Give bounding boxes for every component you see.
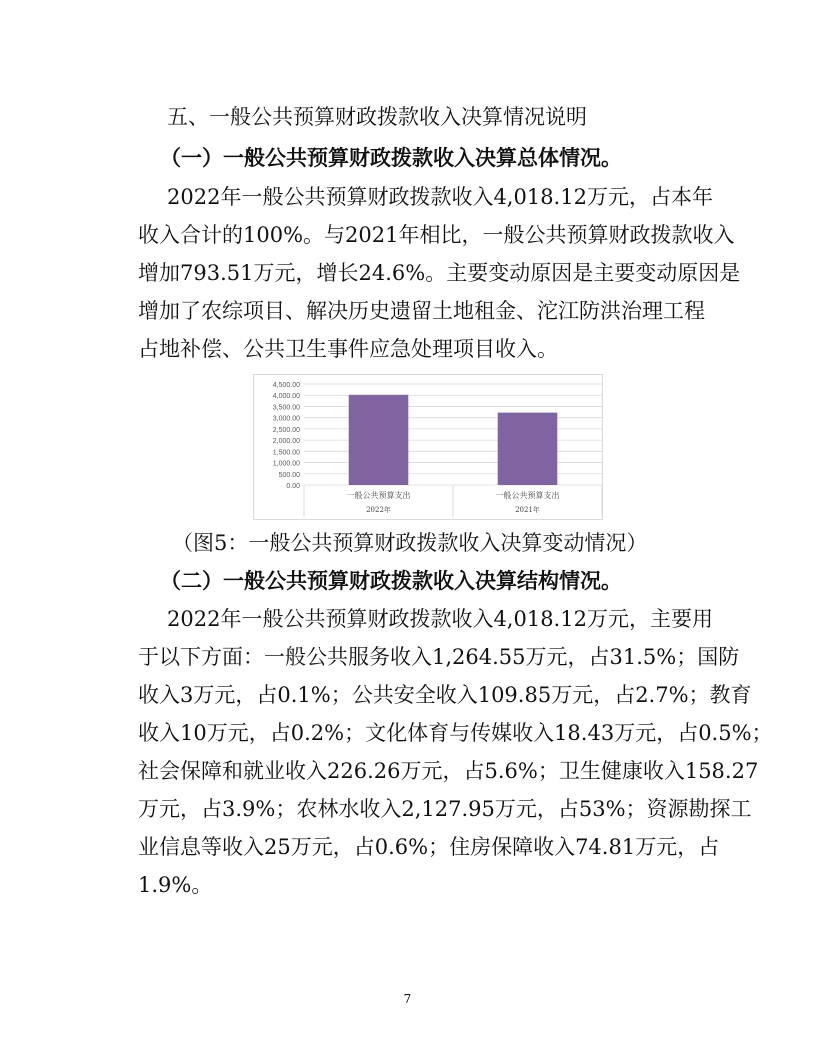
x-group-label: 2021年 xyxy=(515,506,540,514)
y-tick-label: 2,500.00 xyxy=(272,426,300,434)
text-line: 万元，占3.9%；农林水收入2,127.95万元，占53%；资源勘探工 xyxy=(138,797,752,821)
bar-chart xyxy=(253,374,603,520)
section2-title: （二）一般公共预算财政拨款收入决算结构情况。 xyxy=(160,569,622,593)
text-line: 于以下方面：一般公共服务收入1,264.55万元，占31.5%；国防 xyxy=(138,645,740,669)
y-tick-label: 4,000.00 xyxy=(272,393,300,401)
text-line: 收入合计的100%。与2021年相比，一般公共预算财政拨款收入 xyxy=(138,223,735,247)
text-line: 社会保障和就业收入226.26万元，占5.6%；卫生健康收入158.27 xyxy=(138,759,759,783)
y-tick-label: 3,000.00 xyxy=(272,415,300,423)
y-tick-label: 1,000.00 xyxy=(272,460,300,468)
y-tick-label: 0.00 xyxy=(286,483,300,490)
y-tick-label: 2,000.00 xyxy=(272,438,300,446)
y-tick-label: 3,500.00 xyxy=(272,404,300,412)
text-line: 占地补偿、公共卫生事件应急处理项目收入。 xyxy=(138,337,558,361)
text-line: 收入3万元，占0.1%；公共安全收入109.85万元，占2.7%；教育 xyxy=(138,683,752,707)
page-number: 7 xyxy=(403,992,412,1006)
text-line: 1.9%。 xyxy=(138,873,213,897)
x-tick-label: 一般公共预算支出 xyxy=(495,491,560,500)
bar xyxy=(498,413,558,485)
x-tick-label: 一般公共预算支出 xyxy=(346,491,411,500)
heading-main: 五、一般公共预算财政拨款收入决算情况说明 xyxy=(167,105,587,129)
y-tick-label: 1,500.00 xyxy=(272,449,300,457)
text-line: 增加了农综项目、解决历史遗留土地租金、沱江防洪治理工程 xyxy=(138,299,705,323)
x-group-label: 2022年 xyxy=(366,506,391,514)
text-line: 2022年一般公共预算财政拨款收入4,018.12万元，主要用 xyxy=(167,607,713,631)
bar xyxy=(349,395,409,485)
figure-caption: （图5：一般公共预算财政拨款收入决算变动情况） xyxy=(172,531,648,555)
section1-title: （一）一般公共预算财政拨款收入决算总体情况。 xyxy=(160,146,622,170)
text-line: 2022年一般公共预算财政拨款收入4,018.12万元，占本年 xyxy=(167,185,713,209)
text-line: 业信息等收入25万元，占0.6%；住房保障收入74.81万元，占 xyxy=(138,835,720,859)
text-line: 收入10万元，占0.2%；文化体育与传媒收入18.43万元，占0.5%； xyxy=(138,721,773,745)
y-tick-label: 500.00 xyxy=(278,471,300,479)
text-line: 增加793.51万元，增长24.6%。主要变动原因是主要变动原因是 xyxy=(138,261,741,285)
y-tick-label: 4,500.00 xyxy=(272,382,300,389)
